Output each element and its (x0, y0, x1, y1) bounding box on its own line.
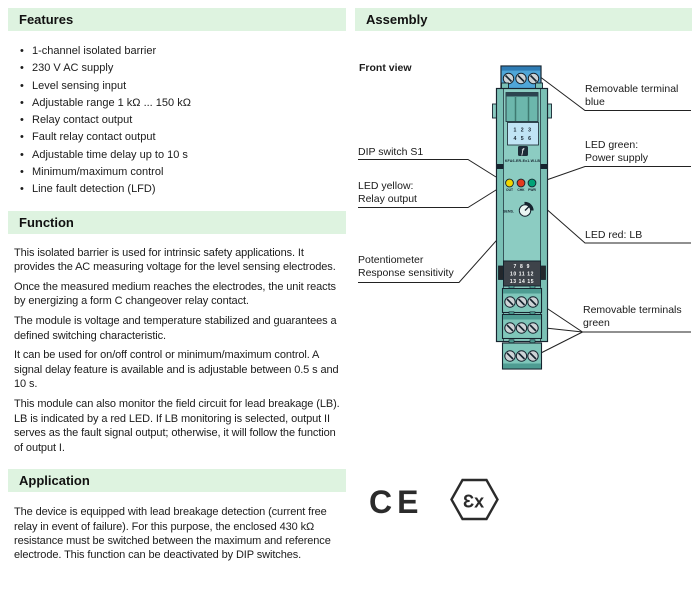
callout-line: Relay output (358, 193, 417, 205)
led-yellow (506, 179, 514, 192)
assembly-title: Assembly (366, 12, 428, 27)
application-text (8, 505, 346, 562)
feature-item: • 1-channel isolated barrier (8, 43, 346, 60)
feature-item: • Adjustable time delay up to 10 s (8, 147, 346, 164)
led-red (517, 179, 525, 192)
callout-line: LED yellow: (358, 180, 414, 192)
application-header (8, 469, 346, 492)
led-green-label: PWR (528, 188, 536, 192)
terminal-number-panel (499, 261, 546, 286)
led-red-label: CHK (517, 188, 525, 192)
function-paragraph: This module can also monitor the field circuit for lead breakage (LB). LB is indicated by a red LED. If LB monitoring is selected, output II serves as the fault signal output; otherwise, it will follow the function of output I. (14, 398, 340, 454)
callout-line: Response sensitivity (358, 267, 454, 279)
feature-item: • Adjustable range 1 kΩ ... 150 kΩ (8, 95, 346, 112)
terminal-row-2: 10 11 12 (510, 271, 534, 278)
function-title: Function (19, 214, 74, 230)
function-paragraph: Once the measured medium reaches the electrodes, the unit reacts by energizing a form C changeover relay contact. (14, 280, 336, 308)
callout-terminals-green (583, 304, 682, 330)
ex-mark-text: Ɛx (462, 491, 485, 512)
function-paragraph: The module is voltage and temperature stabilized and guarantees a defined switching characteristic. (14, 315, 337, 342)
dip-row-2: 4 5 6 (513, 136, 533, 142)
ce-mark (369, 484, 423, 520)
feature-item: • Relay contact output (8, 112, 346, 129)
callout-line: Removable terminals (583, 304, 682, 316)
terminal-screw (503, 73, 538, 83)
features-list (8, 43, 346, 199)
terminal-block-green-1 (503, 286, 542, 313)
terminal-row-1: 7 8 9 (513, 264, 531, 270)
terminal-row-3: 13 14 15 (509, 279, 535, 285)
callout-line: blue (585, 96, 605, 108)
callout-led-green (585, 139, 648, 165)
callout-line: LED green: (585, 139, 639, 151)
callout-potentiometer (358, 254, 454, 280)
pf-logo (518, 146, 528, 156)
function-paragraph: It can be used for on/off control or minimum/maximum control. A signal delay feature is available and is adjustable between 0.5 s and 10 s. (14, 349, 339, 391)
callout-led-yellow (358, 180, 417, 206)
application-paragraph: The device is equipped with lead breakage detection (current free relay in event of failure). For this purpose, the enclosed 430 kΩ resistance must be switched between the maximum and reference electrode. This function can be deactivated by DIP switches. (14, 506, 331, 561)
feature-item: • Fault relay contact output (8, 129, 346, 146)
callout-line: Removable terminal (585, 83, 679, 95)
potentiometer-label: SENS. (502, 209, 515, 214)
callout-line: Power supply (585, 152, 649, 164)
dip-switch-panel (508, 123, 539, 146)
left-column (8, 8, 346, 562)
model-label: KFA6-ER-Ex1.W.LB (504, 158, 541, 163)
function-text (8, 246, 346, 456)
right-column (355, 0, 699, 603)
ce-mark-text: CE (369, 484, 424, 520)
features-title: Features (19, 12, 74, 27)
callout-line: DIP switch S1 (358, 146, 424, 158)
dip-row-1: 1 2 3 (513, 127, 533, 134)
function-header (8, 211, 346, 234)
callout-line: Potentiometer (358, 254, 424, 266)
callout-line: green (583, 317, 610, 329)
features-header (8, 8, 346, 31)
terminal-block-green-2 (503, 312, 542, 339)
callout-line: LED red: LB (585, 229, 643, 241)
assembly-diagram (355, 0, 699, 603)
terminal-block-green-3 (503, 340, 542, 369)
ex-mark (452, 480, 498, 519)
pf-logo-glyph: ƒ (520, 146, 526, 157)
feature-item: • 230 V AC supply (8, 60, 346, 77)
front-view-label: Front view (359, 62, 412, 74)
feature-item: • Line fault detection (LFD) (8, 181, 346, 198)
callout-terminal-blue (585, 83, 678, 109)
callout-dip-switch (358, 146, 423, 159)
application-title: Application (19, 473, 90, 489)
callout-led-red (585, 229, 642, 242)
feature-item: • Level sensing input (8, 78, 346, 95)
led-green (528, 179, 536, 192)
function-paragraph: This isolated barrier is used for intrinsic safety applications. It provides the AC measuring voltage for the level sensing electrodes. (14, 246, 336, 274)
feature-item: • Minimum/maximum control (8, 164, 346, 181)
led-yellow-label: OUT (506, 188, 513, 192)
